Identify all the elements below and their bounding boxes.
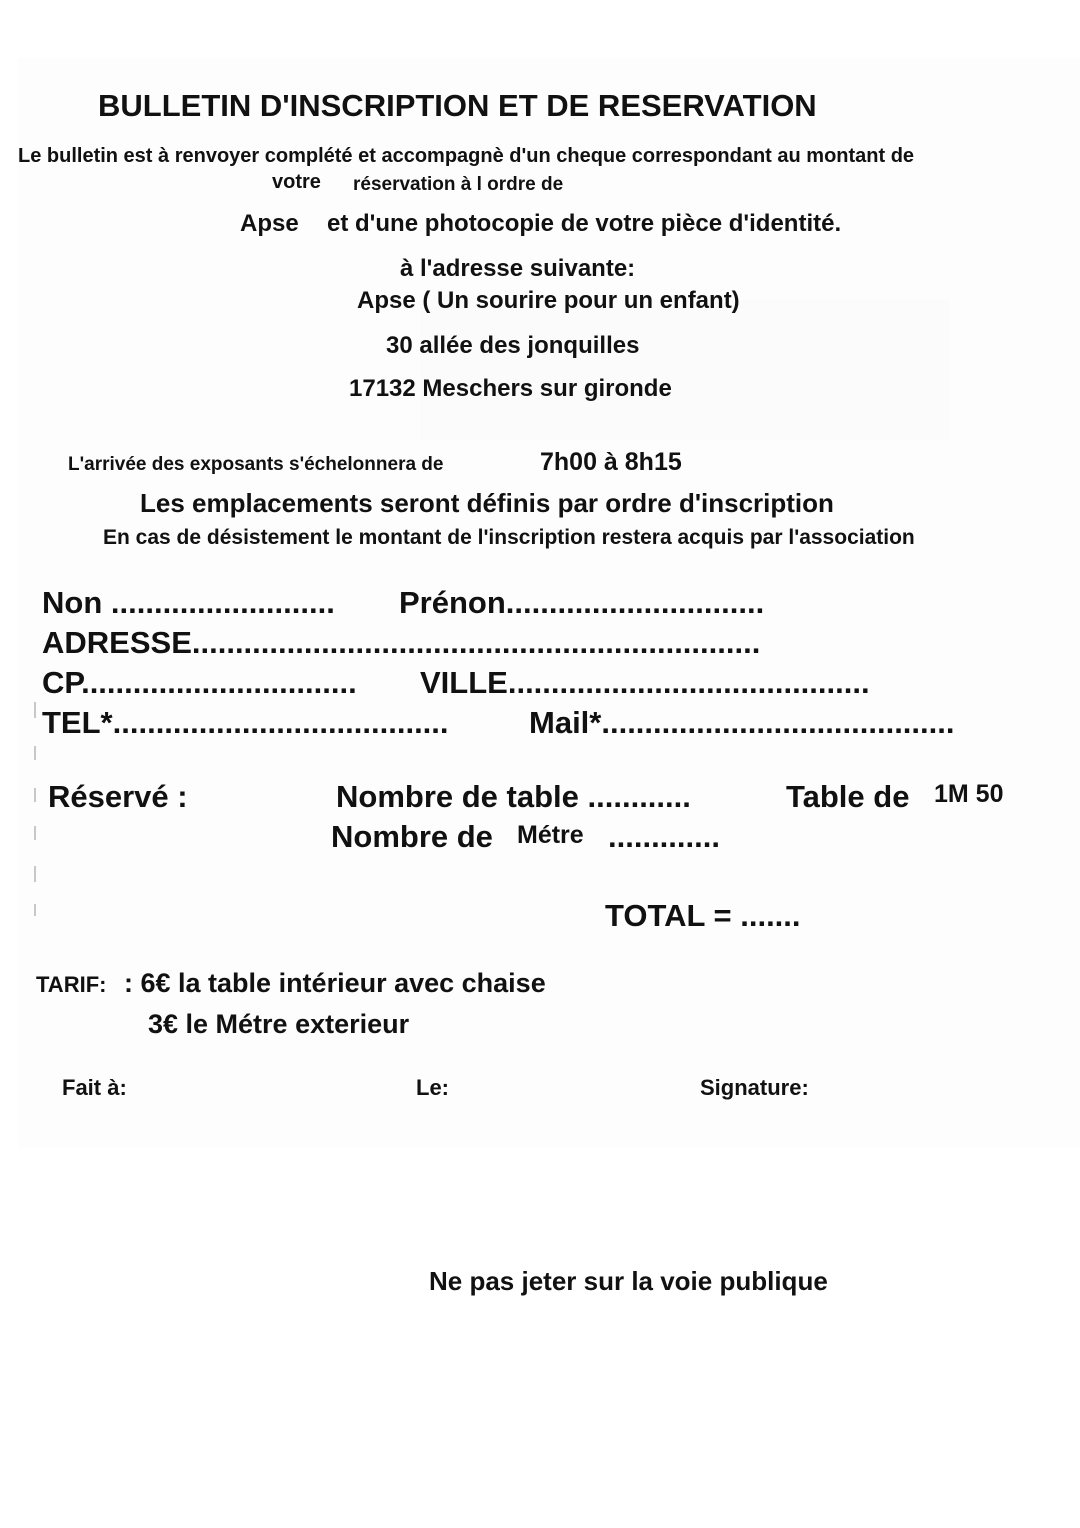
nb-table-label: Nombre de table [336, 779, 579, 814]
tarif-indoor: : 6€ la table intérieur avec chaise [124, 968, 546, 998]
total-label: TOTAL = [605, 898, 732, 933]
faded-area [420, 300, 950, 440]
address-label: à l'adresse suivante: [400, 255, 636, 282]
ville-label: VILLE [420, 665, 508, 700]
intro-text-ordre: réservation à l ordre de [353, 174, 564, 195]
mail-label: Mail* [529, 705, 602, 740]
prenom-field[interactable] [399, 587, 764, 618]
nb-metre-dots[interactable]: ............. [608, 819, 720, 854]
document-title: BULLETIN D'INSCRIPTION ET DE RESERVATION [98, 88, 817, 123]
adresse-dots: .................................................................. [191, 625, 761, 660]
mail-dots: ......................................... [601, 705, 955, 740]
margin-mark [34, 788, 36, 802]
payee-name: Apse [240, 210, 299, 237]
margin-mark [34, 702, 36, 718]
table-de-value: 1M 50 [934, 780, 1004, 808]
nom-field[interactable] [42, 587, 335, 618]
nb-metre-label-unit: Métre [517, 821, 584, 849]
date-label: Le: [416, 1075, 449, 1100]
footer-notice: Ne pas jeter sur la voie publique [429, 1266, 828, 1296]
reserve-label: Réservé : [48, 779, 188, 814]
tarif-outdoor: 3€ le Métre exterieur [148, 1009, 410, 1039]
arrival-text: L'arrivée des exposants s'échelonnera de [68, 454, 444, 475]
tarif-label: TARIF: [36, 972, 107, 997]
tel-dots: ....................................... [112, 705, 449, 740]
total-dots: ....... [740, 898, 801, 933]
arrival-time: 7h00 à 8h15 [540, 448, 682, 476]
tel-field[interactable] [42, 707, 449, 738]
prenom-dots: .............................. [505, 585, 765, 620]
id-copy-text: et d'une photocopie de votre pièce d'identité. [327, 210, 842, 237]
table-de-label: Table de [786, 779, 910, 814]
intro-text-votre: votre [272, 171, 321, 193]
address-street: 30 allée des jonquilles [386, 332, 640, 359]
cancellation-text: En cas de désistement le montant de l'inscription restera acquis par l'association [103, 526, 915, 549]
nb-metre-label: Nombre de [331, 819, 493, 854]
intro-text: Le bulletin est à renvoyer complété et accompagnè d'un cheque correspondant au montant de [18, 145, 915, 167]
total-field[interactable] [605, 900, 801, 931]
cp-label: CP [42, 665, 82, 700]
margin-mark [34, 866, 36, 882]
margin-mark [34, 904, 36, 916]
nom-label: Non [42, 585, 103, 620]
address-name: Apse ( Un sourire pour un enfant) [357, 287, 740, 314]
tel-label: TEL* [42, 705, 113, 740]
placement-text: Les emplacements seront définis par ordre d'inscription [140, 488, 834, 518]
nb-table-field[interactable] [336, 781, 691, 812]
ville-dots: .......................................... [507, 665, 870, 700]
address-city: 17132 Meschers sur gironde [349, 375, 672, 402]
adresse-label: ADRESSE [42, 625, 192, 660]
fait-a-label: Fait à: [62, 1075, 127, 1100]
nb-table-dots: ............ [587, 779, 691, 814]
adresse-field[interactable] [42, 627, 760, 658]
cp-field[interactable] [42, 667, 357, 698]
prenom-label: Prénon [399, 585, 506, 620]
cp-dots: ................................ [81, 665, 357, 700]
signature-label: Signature: [700, 1075, 809, 1100]
margin-mark [34, 826, 36, 840]
nom-dots: .......................... [110, 585, 335, 620]
margin-mark [34, 746, 36, 760]
mail-field[interactable] [529, 707, 954, 738]
ville-field[interactable] [420, 667, 870, 698]
